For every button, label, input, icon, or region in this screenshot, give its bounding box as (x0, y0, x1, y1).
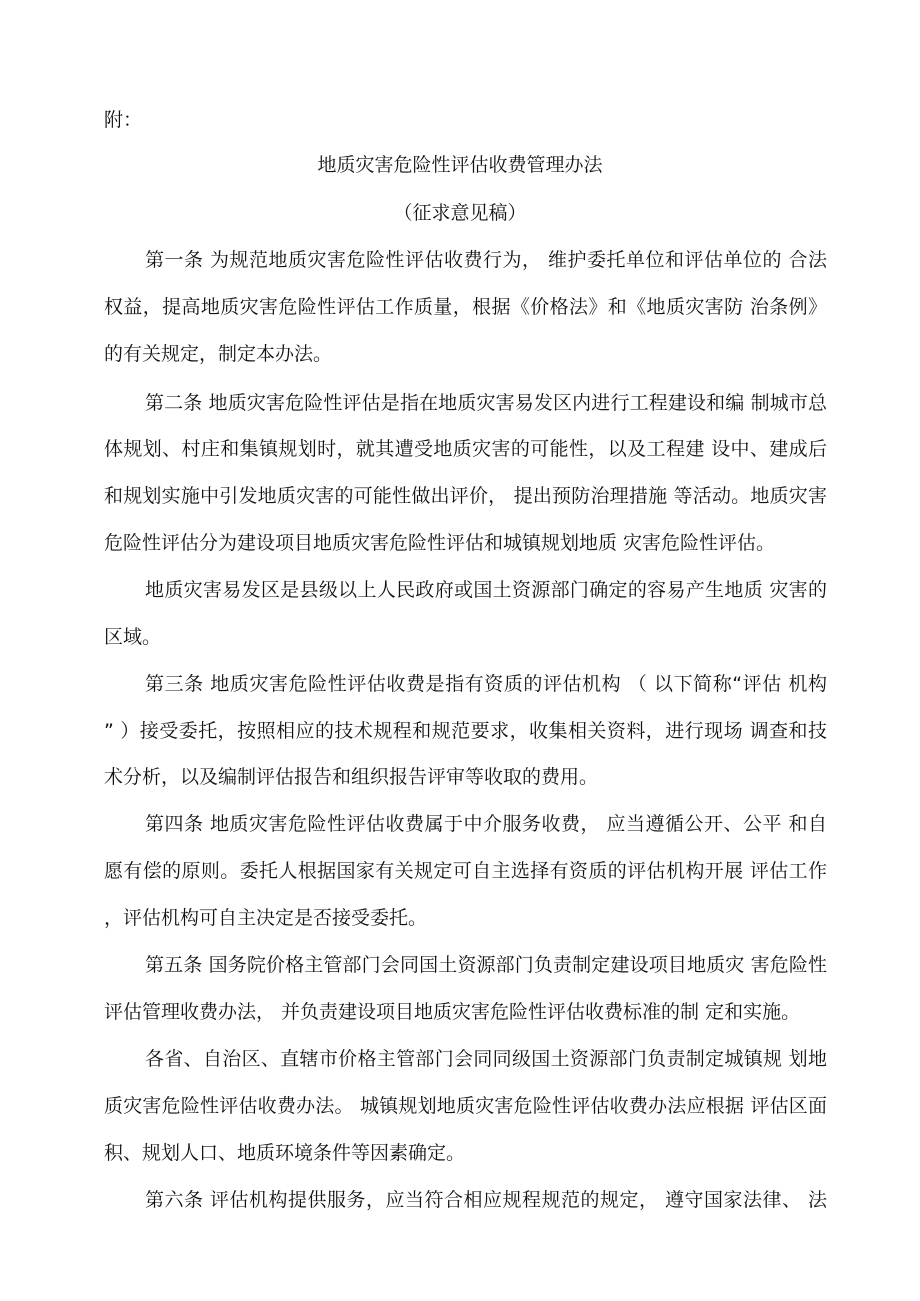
paragraph-line: 愿有偿的原则。委托人根据国家有关规定可自主选择有资质的评估机构开展 评估工作 (104, 860, 827, 882)
paragraph-line: 第一条 为规范地质灾害危险性评估收费行为， 维护委托单位和评估单位的 合法 (145, 249, 827, 271)
paragraph-line: 区域。 (104, 626, 162, 648)
paragraph-line: 术分析，以及编制评估报告和组织报告评审等收取的费用。 (104, 766, 599, 788)
paragraph-line: 第二条 地质灾害危险性评估是指在地质灾害易发区内进行工程建设和编 制城市总 (145, 392, 827, 414)
paragraph-line: 第五条 国务院价格主管部门会同国土资源部门负责制定建设项目地质灾 害危险性 (145, 954, 827, 976)
paragraph-line: ，评估机构可自主决定是否接受委托。 (104, 907, 428, 929)
paragraph-line: 权益，提高地质灾害危险性评估工作质量，根据《价格法》和《地质灾害防 治条例》 (104, 296, 827, 318)
attachment-label: 附： (104, 109, 143, 131)
document-title: 地质灾害危险性评估收费管理办法 (317, 154, 603, 176)
paragraph-line: 地质灾害易发区是县级以上人民政府或国土资源部门确定的容易产生地质 灾害的 (145, 579, 827, 601)
paragraph-line: 和规划实施中引发地质灾害的可能性做出评价， 提出预防治理措施 等活动。地质灾害 (104, 485, 827, 507)
paragraph-line: 评估管理收费办法， 并负责建设项目地质灾害危险性评估收费标准的制 定和实施。 (104, 1001, 801, 1023)
paragraph-line: 质灾害危险性评估收费办法。 城镇规划地质灾害危险性评估收费办法应根据 评估区面 (104, 1095, 827, 1117)
paragraph-line: ” ）接受委托，按照相应的技术规程和规范要求，收集相关资料，进行现场 调查和技 (104, 720, 827, 742)
paragraph-line: 体规划、村庄和集镇规划时，就其遭受地质灾害的可能性，以及工程建 设中、建成后 (104, 438, 827, 460)
document-subtitle: （征求意见稿） (393, 202, 527, 224)
paragraph-line: 危险性评估分为建设项目地质灾害危险性评估和城镇规划地质 灾害危险性评估。 (104, 532, 776, 554)
paragraph-line: 第四条 地质灾害危险性评估收费属于中介服务收费， 应当遵循公开、公平 和自 (145, 813, 827, 835)
paragraph-line: 各省、自治区、直辖市价格主管部门会同同级国土资源部门负责制定城镇规 划地 (145, 1048, 827, 1070)
paragraph-line: 的有关规定，制定本办法。 (104, 343, 333, 365)
paragraph-line: 积、规划人口、地质环境条件等因素确定。 (104, 1142, 466, 1164)
paragraph-line: 第三条 地质灾害危险性评估收费是指有资质的评估机构 （ 以下简称“评估 机构 (145, 673, 827, 695)
paragraph-line: 第六条 评估机构提供服务，应当符合相应规程规范的规定， 遵守国家法律、 法 (145, 1189, 827, 1211)
